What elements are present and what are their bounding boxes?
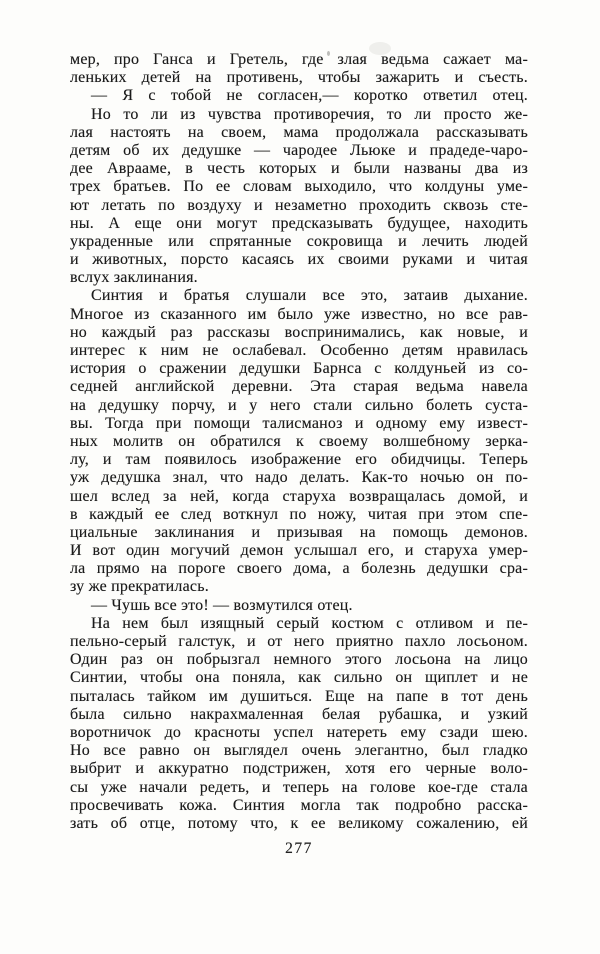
text-line: выбрит и аккуратно подстрижен, хотя его черные воло- — [70, 760, 528, 778]
text-line: лу, и там появилось изображение его обидчицы. Теперь — [70, 451, 528, 469]
text-line: пельно-серый галстук, и от него приятно пахло лосьоном. — [70, 633, 528, 650]
text-line: украденные или спрятанные сокровища и лечить людей — [70, 232, 528, 250]
text-line: шел вслед за ней, когда старуха возвращалась домой, и — [70, 487, 528, 505]
page-number: 277 — [285, 840, 313, 857]
text-line: интерес к ним не ослабевал. Особенно детям нравилась — [70, 342, 528, 359]
text-line: просвечивать кожа. Синтия могла так подробно расска- — [70, 796, 528, 814]
text-line: сы уже начали редеть, и теперь на голове кое-где стала — [70, 778, 528, 796]
text-line: была сильно накрахмаленная белая рубашка, и узкий — [70, 705, 528, 723]
text-line: зу же прекратилась. — [70, 578, 209, 596]
text-line: Но все равно он выглядел очень элегантно, был гладко — [70, 742, 528, 760]
text-line: история о сражении дедушки Барнса с колдуньей из со- — [70, 360, 528, 378]
text-line: ны. А еще они могут предсказывать будущее, находить — [70, 214, 528, 232]
text-line: дее Аврааме, в честь которых и были названы два из — [70, 160, 528, 178]
text-line: но каждый раз рассказы воспринимались, как новые, и — [70, 323, 528, 341]
text-line: воротничок до красноты успел натереть ему сзади шею. — [70, 723, 528, 741]
text-line: в каждый ее след воткнул по ножу, читая при этом спе- — [70, 505, 528, 523]
text-line: мер, про Ганса и Гретель, где злая ведьма сажает ма- — [70, 51, 528, 68]
text-line: на дедушку порчу, и у него стали сильно болеть суста- — [70, 396, 528, 414]
text-line: трех братьев. По ее словам выходило, что колдуны уме- — [70, 178, 528, 196]
text-line: и животных, порсто касаясь их своими руками и читая — [70, 251, 528, 269]
text-line: пыталась тайком им душиться. Еще на папе в тот день — [70, 687, 528, 705]
text-line: ных молитв он обратился к своему волшебному зерка- — [70, 432, 528, 450]
text-line: лая настоять на своем, мама продолжала рассказывать — [70, 123, 528, 141]
page-text-block — [70, 51, 528, 833]
text-line: И вот один могучий демон услышал его, и старуха умер- — [70, 542, 528, 560]
text-line: леньких детей на противень, чтобы зажарить и съесть. — [70, 69, 528, 87]
text-line: ла прямо на пороге своего дома, а болезнь дедушки сра- — [70, 560, 528, 578]
text-line: На нем был изящный серый костюм с отливом и пе- — [91, 614, 528, 632]
text-line: детям об их дедушке — чародее Льюке и прадеде-чаро- — [70, 141, 528, 159]
text-line: седней английской деревни. Эта старая ведьма навела — [70, 378, 528, 396]
text-line: Синтия и братья слушали все это, затаив дыхание. — [91, 287, 528, 305]
text-line: зать об отце, потому что, к ее великому сожалению, ей — [70, 814, 528, 832]
text-line: ют летать по воздуху и незаметно проходить сквозь сте- — [70, 196, 528, 214]
text-line: вслух заклинания. — [70, 269, 198, 287]
text-line: Многое из сказанного им было уже известно, но все рав- — [70, 305, 528, 323]
text-line: уж дедушка знал, что надо делать. Как-то ночью он по- — [70, 469, 528, 487]
text-line: Но то ли из чувства противоречия, то ли просто же- — [91, 105, 528, 123]
text-line: вы. Тогда при помощи талисманоз и одному ему извест- — [70, 414, 528, 432]
text-line: — Чушь все это! — возмутился отец. — [91, 596, 353, 614]
text-line: — Я с тобой не согласен,— коротко ответил отец. — [91, 87, 528, 105]
text-line: Один раз он побрызгал немного этого лосьона на лицо — [70, 651, 528, 669]
text-line: циальные заклинания и призывая на помощь демонов. — [70, 523, 528, 541]
text-line: Синтии, чтобы она поняла, как сильно он щиплет и не — [70, 669, 528, 687]
